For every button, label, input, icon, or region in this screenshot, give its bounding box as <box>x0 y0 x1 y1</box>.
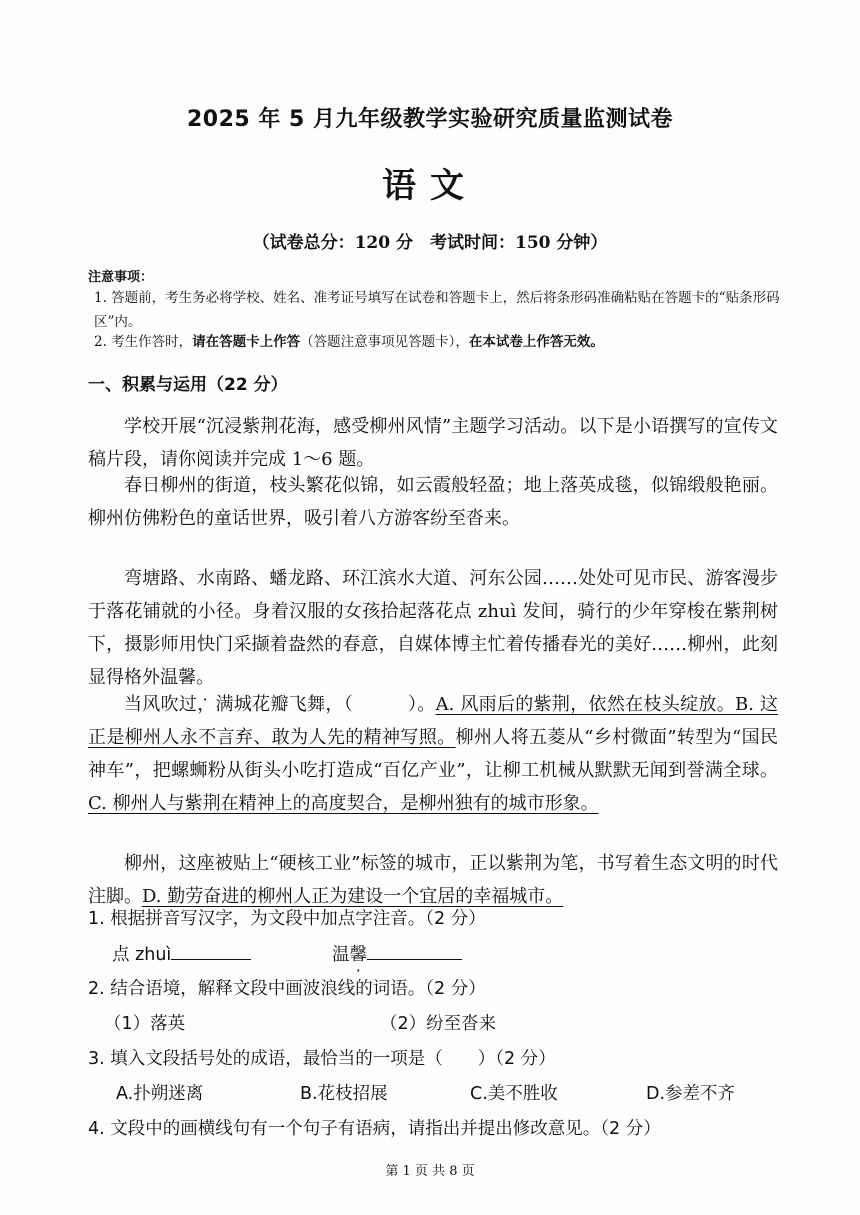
passage-paragraph-1: 春日柳州的街道，枝头繁花似锦，如云霞般轻盈；地上落英成毯，似锦缎般艳丽。柳州仿佛粉色的童话世界，吸引着八方游客纷至沓来。 <box>88 475 778 529</box>
exam-title: 2025 年 5 月九年级教学实验研究质量监测试卷 <box>186 107 674 132</box>
question-2: 2. 结合语境，解释文段中画波浪线的词语。（2 分） <box>88 979 486 999</box>
page-number: 第 1 页 共 8 页 <box>385 1164 475 1179</box>
notice-title: 注意事项： <box>88 270 154 285</box>
dotted-char: 馨 <box>178 667 196 688</box>
blank-label: 点 zhuì <box>112 945 172 965</box>
question-1: 1. 根据拼音写汉字，为文段中加点字注音。（2 分） <box>88 909 486 929</box>
option-b: B.花枝招展 <box>300 1084 388 1104</box>
notice-item-2 <box>94 330 794 354</box>
section-title: 一、积累与运用（22 分） <box>88 375 288 395</box>
question-1-blank-a <box>112 941 251 966</box>
underlined-sentence-c: C. 柳州人与紫荆在精神上的高度契合，是柳州独有的城市形象。 <box>88 793 599 814</box>
notice-item-2-bold: 请在答题卡上作答 <box>192 334 301 350</box>
dotted-char: 馨 <box>349 945 367 965</box>
paragraph-text: 弯塘路、水南路、蟠龙路、环江滨水大道、河东公园……处处可见市民、游客漫步于落花铺就的小径。身着汉服的女孩拾起落花点 zhuì 发间，骑行的少年穿梭在紫荆树下，摄影师用快门采撷着盎然的春意，自媒体博主忙着传播春光的美好……柳州，此刻显得格外温 <box>88 568 778 688</box>
paragraph-text: 柳州人将五菱从“乡村微面”转型为“国民神车”，把螺蛳粉从街头小吃打造成“百亿产业”，让柳工机械从默默无闻到誉满全球。 <box>88 727 778 781</box>
paragraph-text: 当风吹过，满城花瓣飞舞，（ ）。 <box>124 694 436 715</box>
question-2-item-2: （2）纷至沓来 <box>380 1014 497 1034</box>
paragraph-text: 柳州，这座被贴上“硬核工业”标签的城市，正以紫荆为笔，书写着生态文明的时代注脚。 <box>88 853 778 907</box>
option-c: C.美不胜收 <box>470 1084 558 1104</box>
notice-item-1: 1. 答题前，考生务必将学校、姓名、准考证号填写在试卷和答题卡上，然后将条形码准确粘贴在答题卡的“贴条形码区”内。 <box>94 290 780 330</box>
question-1-blank-b <box>332 941 462 966</box>
question-4: 4. 文段中的画横线句有一个句子有语病，请指出并提出修改意见。（2 分） <box>88 1119 661 1139</box>
passage-paragraph-3 <box>88 688 778 820</box>
answer-blank[interactable] <box>171 943 251 960</box>
option-d: D.参差不齐 <box>646 1084 736 1104</box>
passage-paragraph-4 <box>88 847 778 913</box>
option-a: A.扑朔迷离 <box>116 1084 204 1104</box>
notice-item-2-text: 2. 考生作答时， <box>94 334 193 350</box>
paragraph-text: 。 <box>196 667 214 688</box>
passage-paragraph-2 <box>88 562 778 694</box>
question-2-item-1: （1）落英 <box>104 1014 186 1034</box>
blank-label: 温 <box>332 945 350 965</box>
passage-intro: 学校开展“沉浸紫荆花海，感受柳州风情”主题学习活动。以下是小语撰写的宣传文稿片段，请你阅读并完成 1～6 题。 <box>88 416 778 470</box>
notice-item-2-bold: 在本试卷上作答无效。 <box>468 334 604 350</box>
underlined-sentence-d: D. 勤劳奋进的柳州人正为建设一个宜居的幸福城市。 <box>142 886 564 907</box>
question-3: 3. 填入文段括号处的成语，最恰当的一项是（ ）（2 分） <box>88 1049 556 1069</box>
notice-item-2-text: （答题注意事项见答题卡）， <box>300 334 469 350</box>
underlined-sentence-b: B. 这正是柳州人永不言弃、敢为人先的精神写照。 <box>88 694 778 748</box>
answer-blank[interactable] <box>367 943 462 960</box>
underlined-sentence-a: A. 风雨后的紫荆，依然在枝头绽放。 <box>435 694 736 715</box>
exam-meta: （试卷总分：120 分 考试时间：150 分钟） <box>252 233 608 253</box>
subject-title: 语文 <box>382 166 478 206</box>
